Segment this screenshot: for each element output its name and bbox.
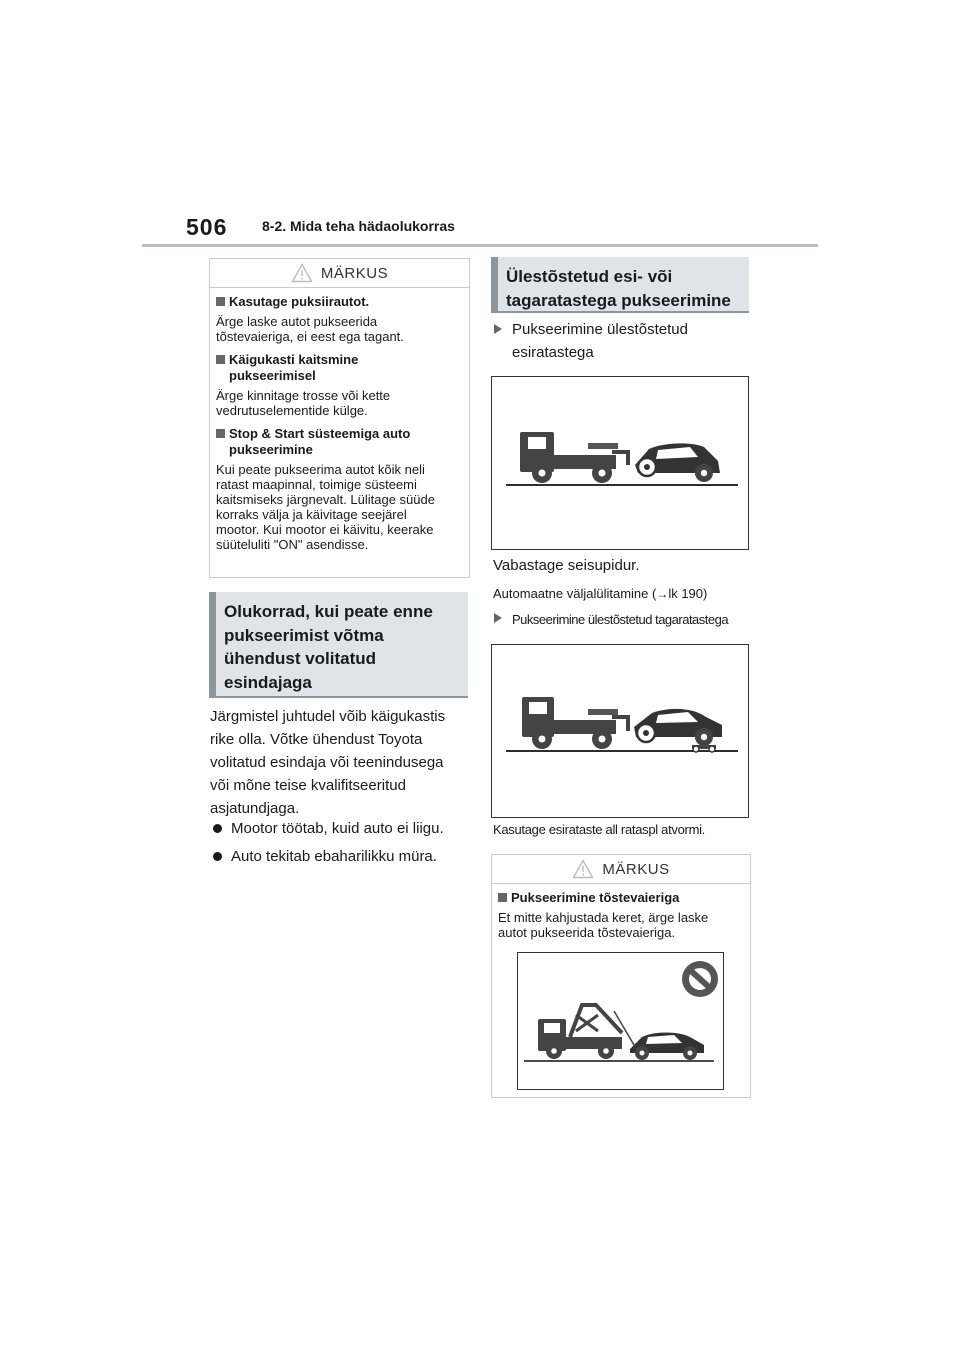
illustration-front-raised	[491, 376, 749, 550]
notice-item-text: Et mitte kahjustada keret, ärge laske autot pukseerida tõstevaieriga.	[498, 910, 709, 940]
notice-title: MÄRKUS	[320, 264, 389, 282]
subsection-rear-raised: Pukseerimine ülestõstetud tagaratastega	[494, 608, 728, 631]
section-title: 8-2. Mida teha hädaolukorras	[262, 218, 455, 234]
square-bullet-icon	[498, 893, 507, 902]
triangle-bullet-icon	[494, 324, 502, 334]
reference-auto-off: Automaatne väljalülitamine (→lk 190)	[493, 586, 708, 601]
note-wheel-dolly: Kasutage esirataste all rataspl atvormi.	[493, 822, 705, 837]
illustration-wire-tow-prohibited	[517, 952, 724, 1090]
notice-item-heading: Pukseerimine tõstevaieriga	[498, 890, 744, 906]
warning-triangle-icon	[572, 859, 594, 879]
square-bullet-icon	[216, 429, 225, 438]
square-bullet-icon	[216, 297, 225, 306]
paragraph-transmission: Järgmistel juhtudel võib käigukastis rike olla. Võtke ühendust Toyota volitatud esindaja või teenindusega või mõne teise kvalifitseeritud asjatundjaga.	[210, 708, 446, 817]
notice-item-text: Ärge kinnitage trosse või kette vedrutuselementide külge.	[216, 388, 391, 418]
section-heading-dealer: Olukorrad, kui peate enne pukseerimist võtma ühendust volitatud esindajaga	[209, 592, 468, 698]
notice-item-heading: Stop & Start süsteemiga auto pukseerimine	[216, 426, 463, 458]
prohibited-icon	[682, 961, 718, 997]
arrow-icon: →	[656, 587, 669, 601]
note-parking-brake: Vabastage seisupidur.	[493, 557, 640, 574]
square-bullet-icon	[216, 355, 225, 364]
notice-item-text: Kui peate pukseerima autot kõik neli ratast maapinnal, toimige süsteemi kaitsmiseks järgnevalt. Lülitage süüde korraks välja ja käivitage seejärel mootor. Kui mootor ei käivitu, keerake süüteluliti "ON" asendisse.	[216, 462, 435, 552]
notice-header	[492, 855, 750, 884]
warning-triangle-icon	[291, 263, 313, 283]
bullet-item: Mootor töötab, kuid auto ei liigu.	[210, 819, 444, 839]
notice-item-text: Ärge laske autot pukseerida tõstevaieriga, ei eest ega tagant.	[216, 314, 404, 344]
subsection-front-raised: Pukseerimine ülestõstetud esiratastega	[494, 318, 688, 364]
notice-header	[210, 259, 469, 288]
notice-box-right	[491, 854, 751, 1098]
tow-truck-front-lift-icon	[492, 377, 748, 549]
bullet-dot-icon	[213, 824, 222, 833]
bullet-dot-icon	[213, 852, 222, 861]
prohibited-wire-tow-icon	[518, 953, 723, 1089]
section-heading-towing: Ülestõstetud esi- või tagaratastega pukseerimine	[491, 257, 749, 313]
header-divider	[142, 244, 818, 247]
tow-truck-rear-lift-icon	[492, 645, 748, 817]
page-number: 506	[186, 214, 228, 240]
notice-item-heading: Käigukasti kaitsmine pukseerimisel	[216, 352, 463, 384]
notice-item-heading: Kasutage puksiirautot.	[216, 294, 463, 310]
triangle-bullet-icon	[494, 613, 502, 623]
illustration-rear-raised	[491, 644, 749, 818]
notice-box-left	[209, 258, 470, 578]
bullet-item: Auto tekitab ebaharilikku müra.	[210, 847, 437, 867]
notice-title: MÄRKUS	[602, 860, 670, 878]
